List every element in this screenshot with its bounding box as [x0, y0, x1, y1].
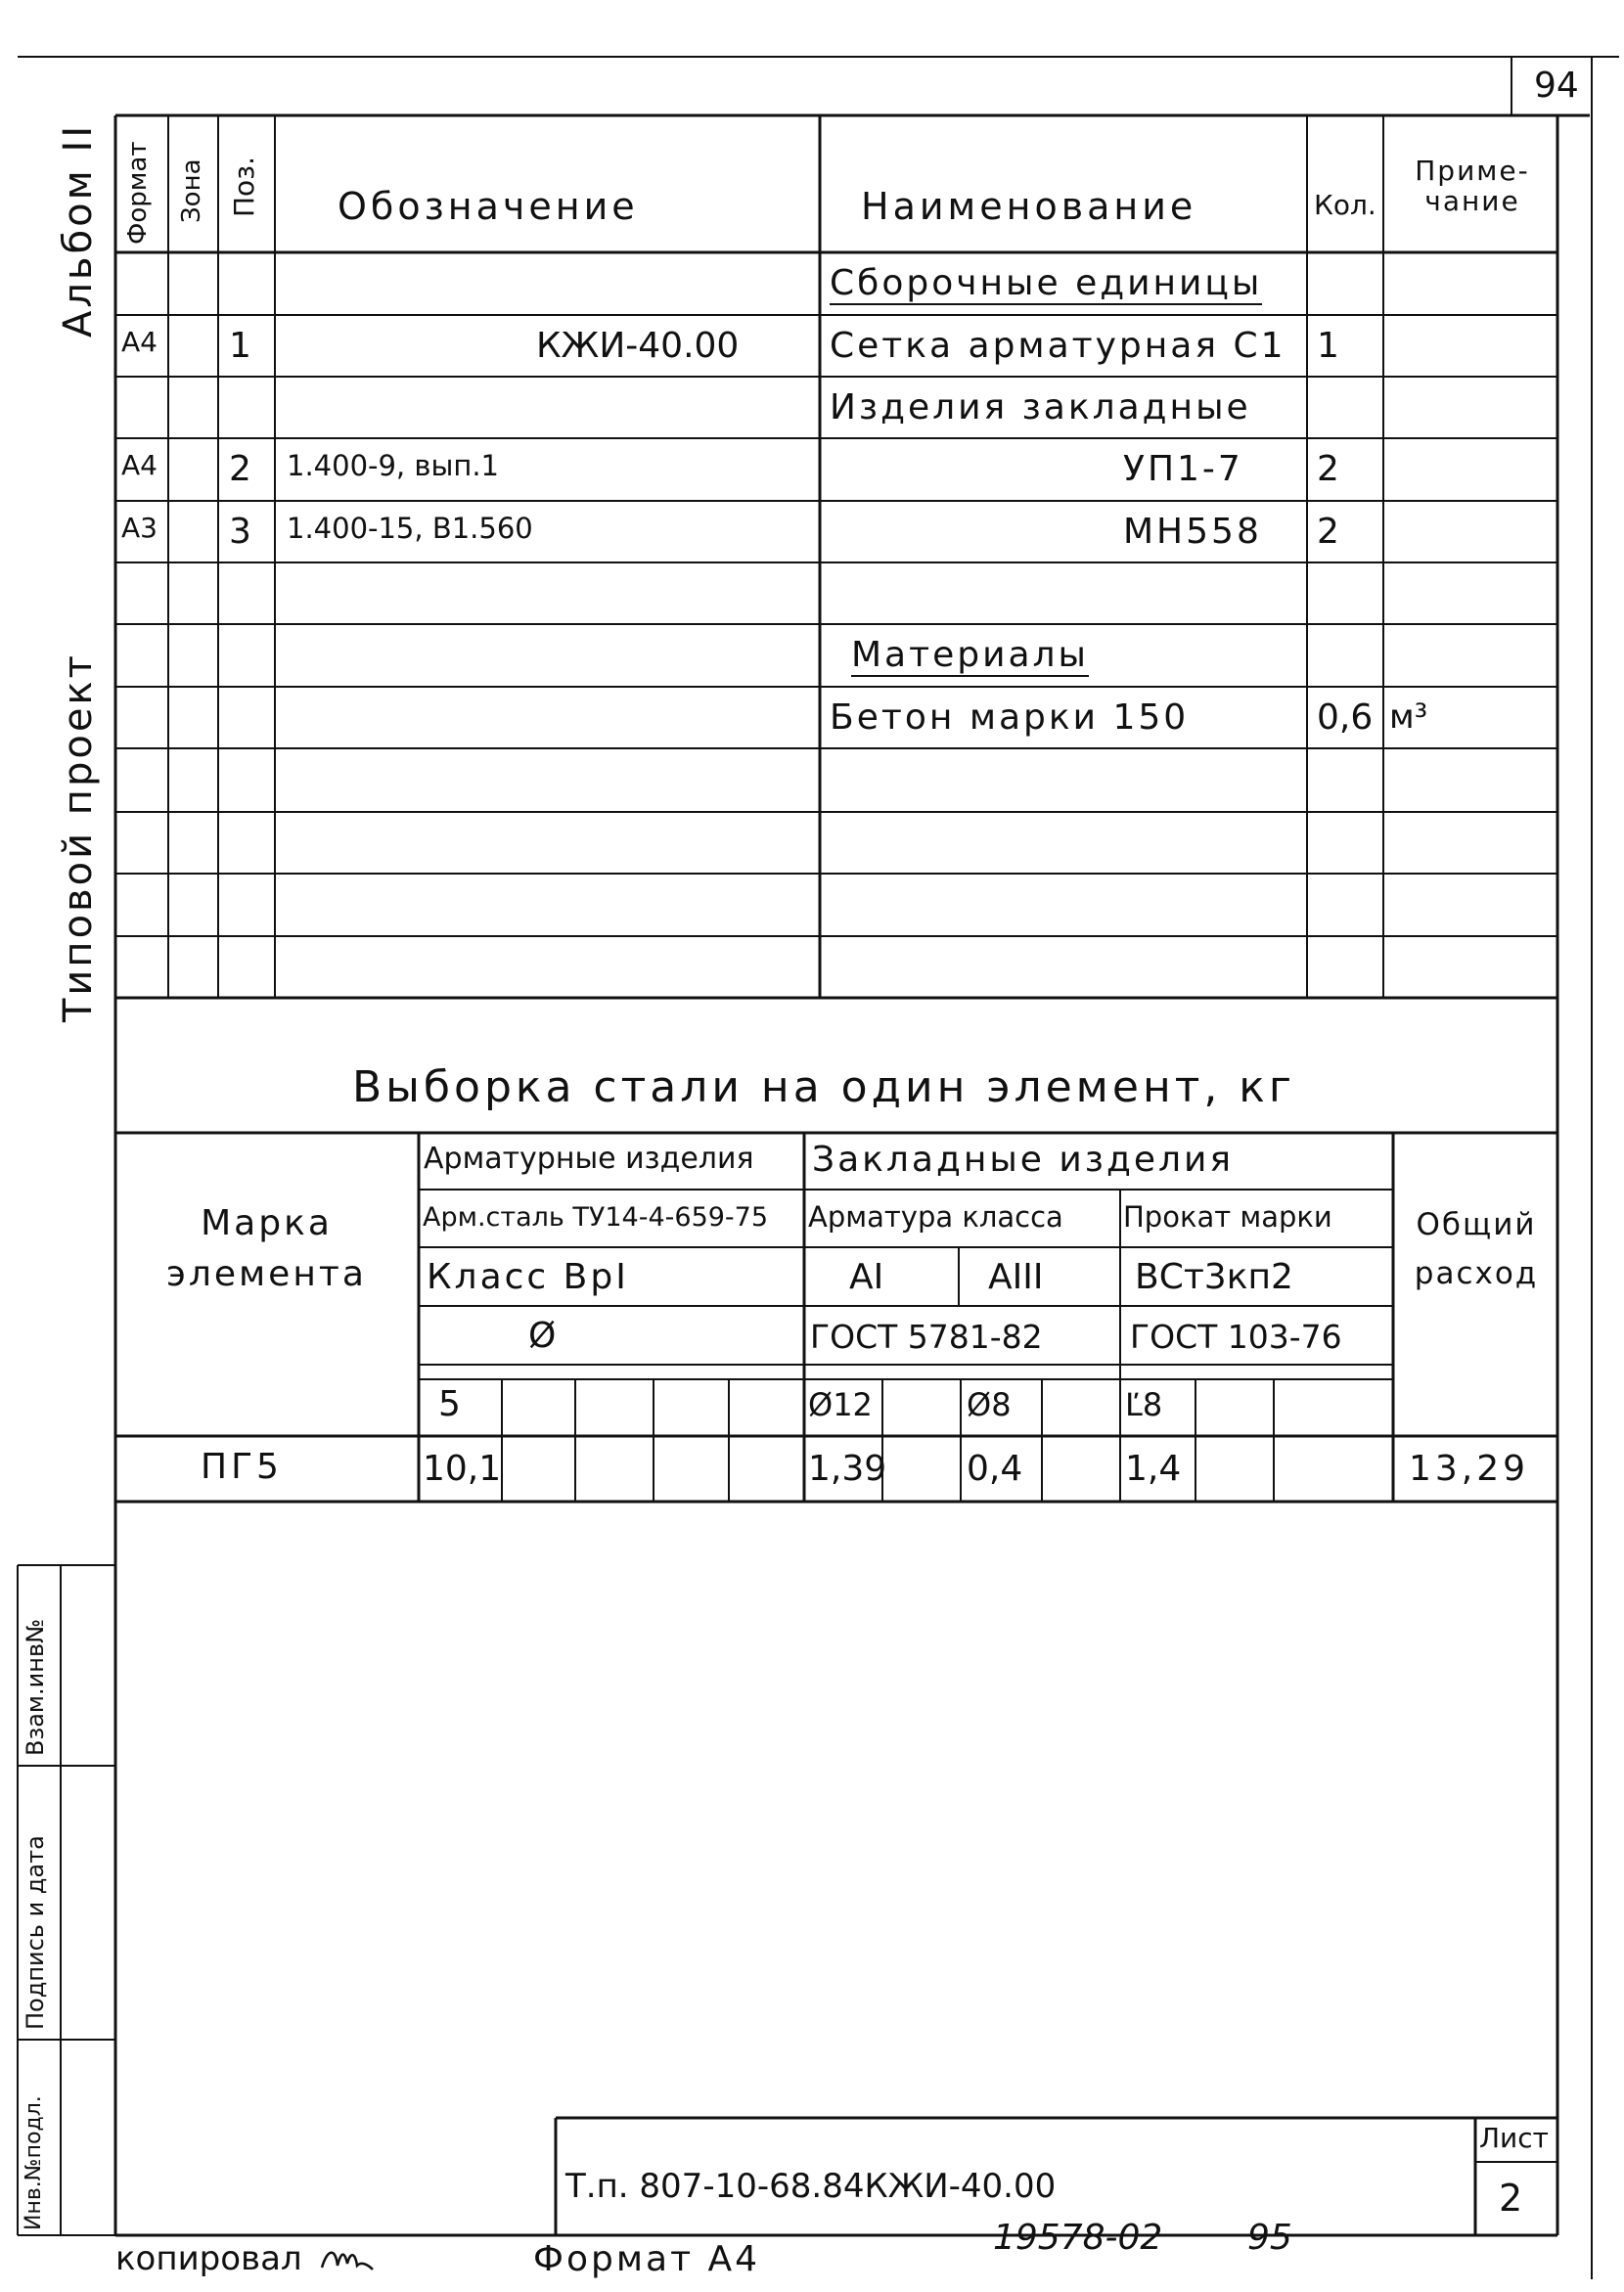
class-a1: АI [849, 1257, 884, 1297]
row-qty: 0,6 [1317, 697, 1374, 738]
header-format: Формат [123, 141, 153, 245]
total-header: Общий расход [1414, 1207, 1539, 1291]
stamp-sign-date: Подпись и дата [22, 1835, 49, 2030]
arm-steel-header: Арм.сталь ТУ14-4-659-75 [423, 1202, 769, 1233]
row-mark: ПГ5 [201, 1447, 283, 1487]
rolled-mark-header: Прокат марки [1123, 1200, 1332, 1234]
row-format: А4 [121, 326, 158, 358]
stamp-inv-orig: Инв.№подл. [22, 2095, 46, 2230]
title-block-designation: Т.п. 807-10-68.84КЖИ-40.00 [565, 2167, 1057, 2206]
size-l8: Ľ8 [1125, 1386, 1163, 1423]
row-name: УП1-7 [1123, 449, 1243, 489]
row-pos: 2 [229, 449, 251, 489]
mark-header: Марка элемента [166, 1203, 367, 1295]
arm-class-header: Класс ВрI [427, 1257, 629, 1297]
stamp-vzam: Взам.инв№ [22, 1618, 49, 1756]
footer-code: 19578-02 [993, 2218, 1163, 2258]
copier-signature-icon [318, 2238, 377, 2277]
sheet-number-top: 94 [1534, 66, 1579, 106]
title-block-sheet-number: 2 [1499, 2177, 1523, 2220]
footer-copied: копировал [115, 2239, 302, 2278]
header-designation: Обозначение [338, 185, 639, 228]
size-5: 5 [438, 1384, 461, 1424]
row-name: МН558 [1123, 512, 1262, 552]
arm-products-header: Арматурные изделия [424, 1142, 754, 1176]
row-name: Сетка арматурная С1 [830, 326, 1286, 366]
header-name: Наименование [861, 185, 1197, 228]
project-title: Типовой проект [56, 652, 101, 1022]
value-l8: 1,4 [1125, 1449, 1182, 1489]
row-designation: 1.400-15, В1.560 [287, 512, 533, 545]
album-title: Альбом II [56, 122, 101, 337]
row-pos: 1 [229, 326, 251, 366]
rolled-steel: ВСт3кп2 [1135, 1257, 1293, 1297]
row-name: Сборочные единицы [830, 263, 1263, 303]
size-d8: Ø8 [967, 1386, 1012, 1423]
value-d8: 0,4 [967, 1449, 1023, 1489]
row-name: Бетон марки 150 [830, 697, 1190, 738]
header-pos: Поз. [228, 157, 260, 217]
footer-format: Формат А4 [533, 2239, 761, 2279]
row-name: Материалы [851, 635, 1089, 675]
row-name: Изделия закладные [830, 387, 1251, 427]
footer-page: 95 [1247, 2218, 1292, 2258]
row-pos: 3 [229, 512, 251, 552]
header-qty: Кол. [1314, 189, 1376, 221]
size-d12: Ø12 [808, 1386, 873, 1423]
header-note: Приме-чание [1415, 155, 1530, 217]
value-d12: 1,39 [808, 1449, 887, 1489]
header-zone: Зона [177, 158, 206, 223]
steel-table-title: Выборка стали на один элемент, кг [352, 1062, 1296, 1112]
title-block-sheet-label: Лист [1479, 2122, 1549, 2154]
row-qty: 1 [1317, 326, 1339, 366]
row-qty: 2 [1317, 512, 1339, 552]
gost-5781: ГОСТ 5781-82 [810, 1318, 1043, 1356]
row-format: А4 [121, 449, 158, 481]
gost-103: ГОСТ 103-76 [1130, 1318, 1342, 1356]
row-format: А3 [121, 512, 158, 544]
value-total: 13,29 [1409, 1449, 1530, 1489]
value-5: 10,1 [423, 1449, 502, 1489]
arm-diameter-header: Ø [528, 1316, 557, 1356]
embedded-products-header: Закладные изделия [812, 1140, 1235, 1180]
reinf-class-header: Арматура класса [808, 1200, 1063, 1234]
row-qty: 2 [1317, 449, 1339, 489]
row-note: м³ [1389, 697, 1428, 737]
class-a3: АIII [988, 1257, 1044, 1297]
row-designation: 1.400-9, вып.1 [287, 449, 499, 482]
row-designation: КЖИ-40.00 [536, 326, 740, 366]
